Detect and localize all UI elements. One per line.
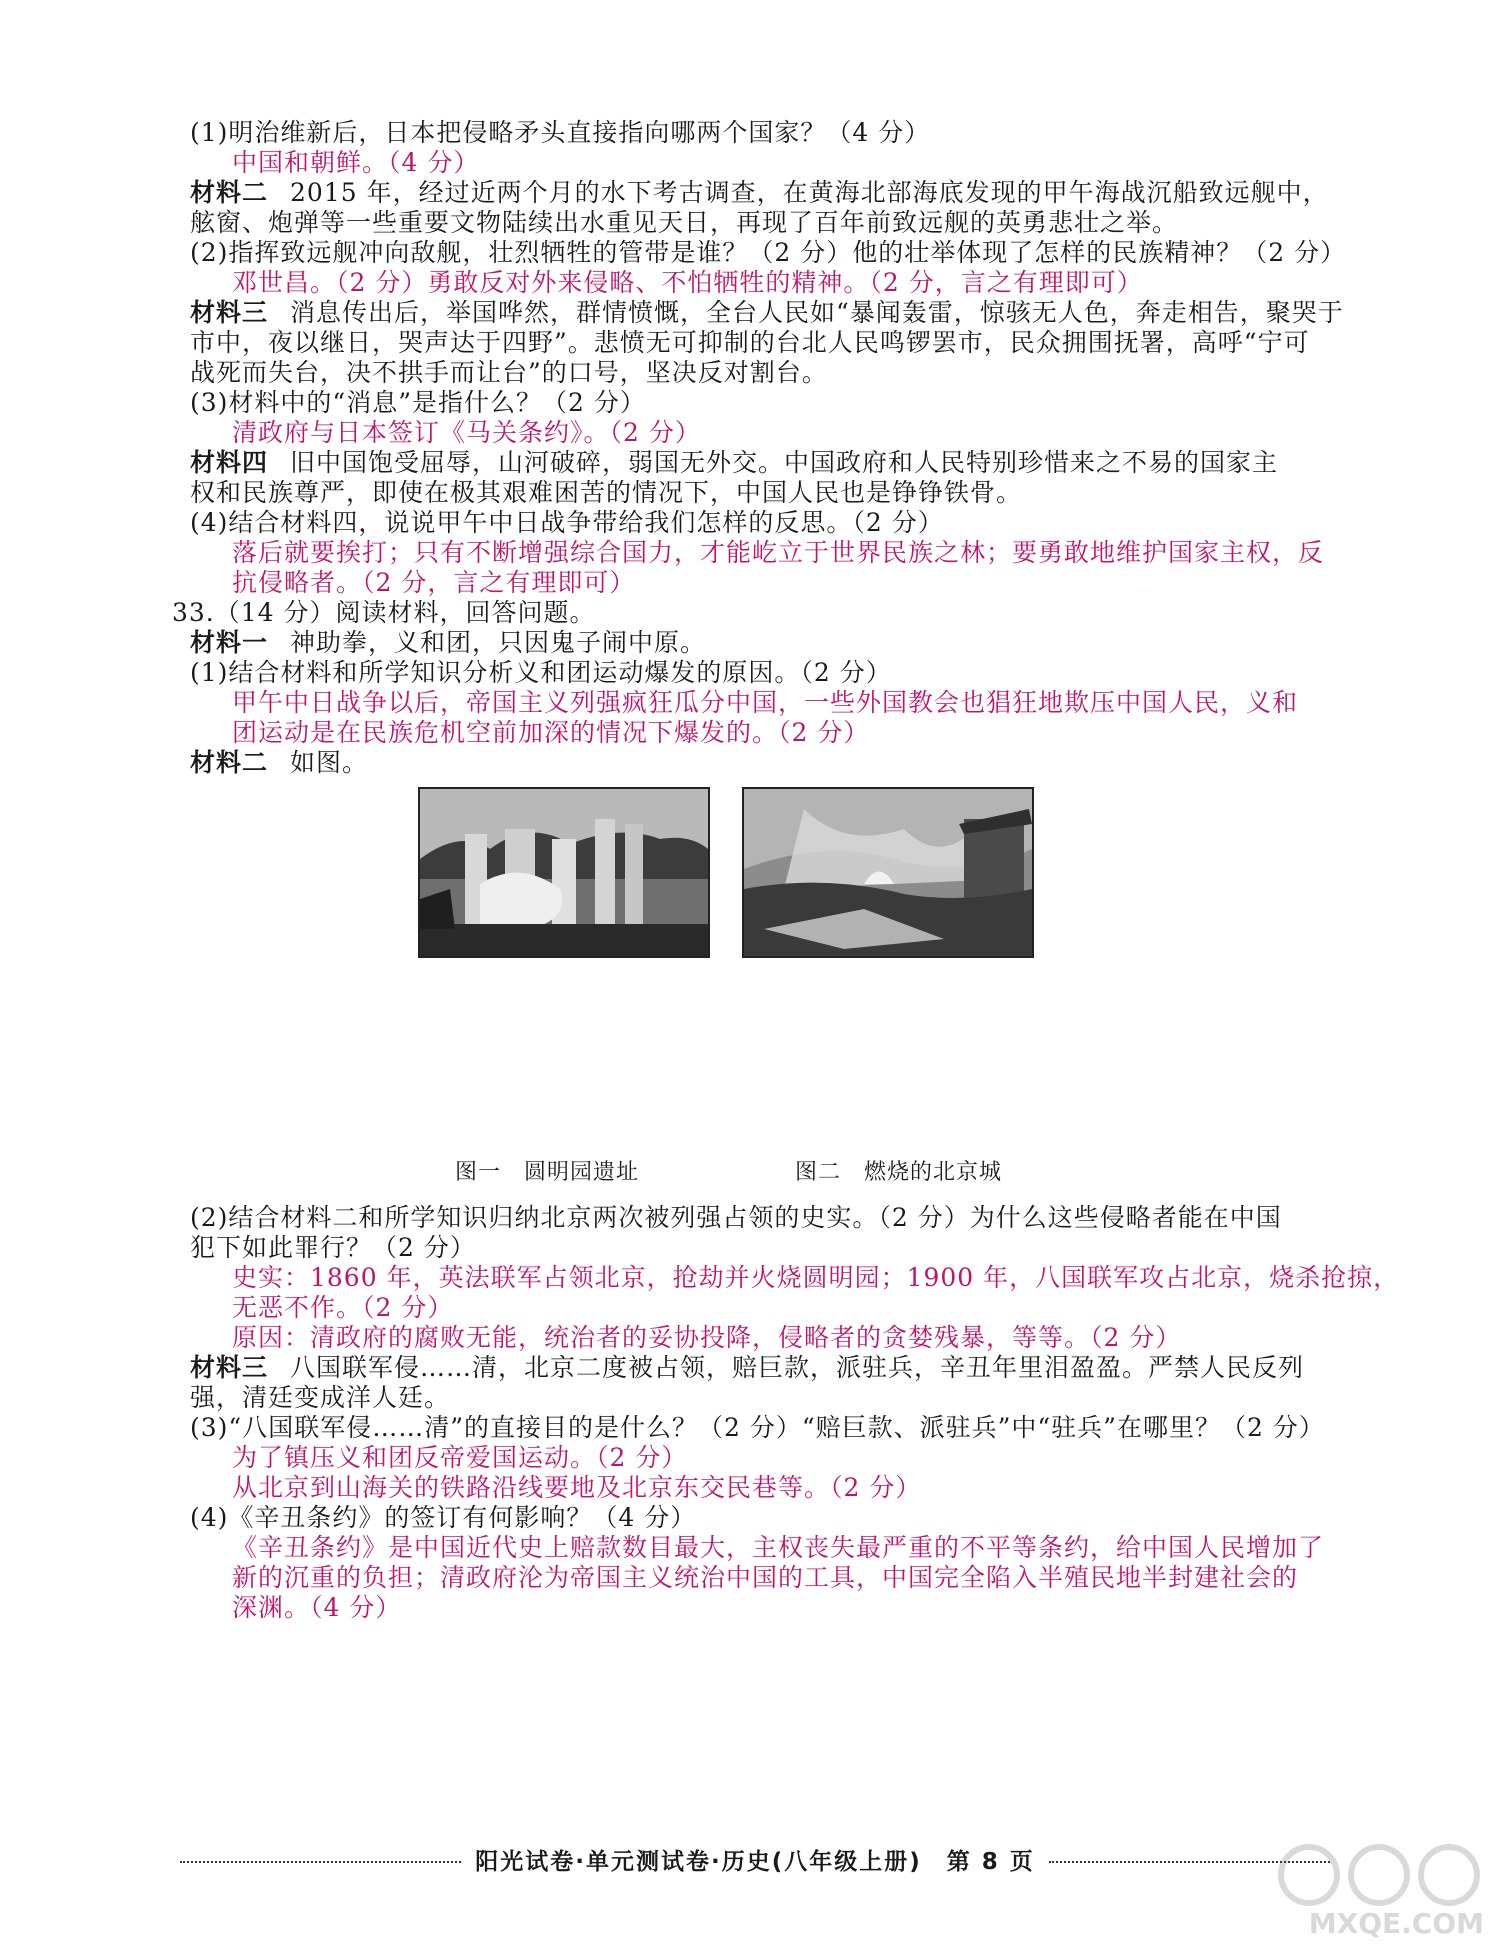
figure-2-caption: 图二 燃烧的北京城 xyxy=(795,1160,1003,1185)
site-watermark xyxy=(1274,1840,1484,1940)
ruins-photo-illustration xyxy=(420,789,708,956)
q32-answer-3: 清政府与日本签订《马关条约》。（2 分） xyxy=(232,418,701,447)
q33-answer-2: 史实：1860 年，英法联军占领北京，抢劫并火烧圆明园；1900 年，八国联军攻占北京，烧杀抢掠， xyxy=(232,1263,1400,1292)
q32-question-4: (4)结合材料四，说说甲午中日战争带给我们怎样的反思。（2 分） xyxy=(190,508,944,537)
q33-answer-3-line-2: 从北京到山海关的铁路沿线要地及北京东交民巷等。（2 分） xyxy=(232,1473,922,1502)
q33-answer-1-line-2: 团运动是在民族危机空前加深的情况下爆发的。（2 分） xyxy=(232,718,870,747)
material-text: 2015 年，经过近两个月的水下考古调查，在黄海北部海底发现的甲午海战沉船致远舰中， xyxy=(290,178,1329,207)
q33-question-2: (2)结合材料二和所学知识归纳北京两次被列强占领的史实。（2 分）为什么这些侵略者能在中国 xyxy=(190,1203,1282,1232)
q32-answer-1: 中国和朝鲜。（4 分） xyxy=(232,148,480,177)
q32-material-2 xyxy=(190,178,1329,208)
material-label: 材料二 xyxy=(190,748,269,777)
q33-question-1: (1)结合材料和所学知识分析义和团运动爆发的原因。（2 分） xyxy=(190,658,892,687)
material-text: 旧中国饱受屈辱，山河破碎，弱国无外交。中国政府和人民特别珍惜来之不易的国家主 xyxy=(290,448,1279,477)
q32-material-3 xyxy=(190,298,1344,328)
material-label: 材料三 xyxy=(190,1353,269,1382)
q33-answer-2-reason: 原因：清政府的腐败无能，统治者的妥协投降，侵略者的贪婪残暴，等等。（2 分） xyxy=(232,1323,1182,1352)
q32-question-3: (3)材料中的“消息”是指什么？（2 分） xyxy=(190,388,646,417)
q33-material-2 xyxy=(190,748,368,778)
watermark-logo-icon xyxy=(1274,1840,1484,1910)
footer-divider-left xyxy=(180,1861,461,1863)
q33-answer-3: 为了镇压义和团反帝爱国运动。（2 分） xyxy=(232,1443,688,1472)
q32-material-4 xyxy=(190,448,1278,478)
material-text: 八国联军侵……清，北京二度被占领，赔巨款，派驻兵，辛丑年里泪盈盈。严禁人民反列 xyxy=(290,1353,1305,1382)
material-text: 如图。 xyxy=(290,748,369,777)
q32-answer-4: 落后就要挨打；只有不断增强综合国力，才能屹立于世界民族之林；要勇敢地维护国家主权，反 xyxy=(232,538,1325,567)
q32-material-3-line-2: 市中，夜以继日，哭声达于四野”。悲愤无可抑制的台北人民鸣锣罢市，民众拥围抚署，高呼“宁可 xyxy=(190,328,1310,357)
q32-answer-2: 邓世昌。（2 分）勇敢反对外来侵略、不怕牺牲的精神。（2 分，言之有理即可） xyxy=(232,268,1143,297)
q32-material-4-line-2: 权和民族尊严，即使在极其艰难困苦的情况下，中国人民也是铮铮铁骨。 xyxy=(190,478,1023,507)
q32-material-3-line-3: 战死而失台，决不拱手而让台”的口号，坚决反对割台。 xyxy=(190,358,828,387)
q33-material-3-line-2: 强，清廷变成洋人廷。 xyxy=(190,1383,451,1412)
q32-material-2-line-2: 舷窗、炮弹等一些重要文物陆续出水重见天日，再现了百年前致远舰的英勇悲壮之举。 xyxy=(190,208,1179,237)
figure-yuanmingyuan-ruins xyxy=(418,787,710,958)
material-text: 神助拳，义和团，只因鬼子闹中原。 xyxy=(290,628,707,657)
figure-1-caption: 图一 圆明园遗址 xyxy=(455,1160,640,1185)
q33-answer-1: 甲午中日战争以后，帝国主义列强疯狂瓜分中国，一些外国教会也猖狂地欺压中国人民，义和 xyxy=(232,688,1299,717)
q33-answer-4: 《辛丑条约》是中国近代史上赔款数目最大，主权丧失最严重的不平等条约，给中国人民增加了 xyxy=(232,1533,1325,1562)
material-text: 消息传出后，举国哗然，群情愤慨，全台人民如“暴闻轰雷，惊骇无人色，奔走相告，聚哭于 xyxy=(290,298,1344,327)
figure-burning-beijing xyxy=(742,787,1034,958)
footer-title: 阳光试卷·单元测试卷·历史(八年级上册) 第 8 页 xyxy=(475,1848,1035,1875)
watermark-text: MXQE.COM xyxy=(1308,1907,1484,1940)
burning-city-photo-illustration xyxy=(744,789,1032,956)
q33-material-3 xyxy=(190,1353,1304,1383)
q33-material-1 xyxy=(190,628,706,658)
material-label: 材料四 xyxy=(190,448,269,477)
q33-answer-4-line-2: 新的沉重的负担；清政府沦为帝国主义统治中国的工具，中国完全陷入半殖民地半封建社会的 xyxy=(232,1563,1299,1592)
material-label: 材料二 xyxy=(190,178,269,207)
q33-question-3: (3)“八国联军侵……清”的直接目的是什么？（2 分）“赔巨款、派驻兵”中“驻兵”在哪里？（2 分） xyxy=(190,1413,1325,1442)
q32-answer-4-line-2: 抗侵略者。（2 分，言之有理即可） xyxy=(232,568,636,597)
q33-answer-4-line-3: 深渊。（4 分） xyxy=(232,1593,402,1622)
q32-question-2: (2)指挥致远舰冲向敌舰，壮烈牺牲的管带是谁？（2 分）他的壮举体现了怎样的民族精神？（2 分） xyxy=(190,238,1347,267)
material-label: 材料三 xyxy=(190,298,269,327)
q32-question-1: (1)明治维新后，日本把侵略矛头直接指向哪两个国家？（4 分） xyxy=(190,118,931,147)
q33-answer-2-line-2: 无恶不作。（2 分） xyxy=(232,1293,454,1322)
q33-heading: 33.（14 分）阅读材料，回答问题。 xyxy=(172,598,596,627)
page-footer xyxy=(180,1842,1330,1876)
material-label: 材料一 xyxy=(190,628,269,657)
q33-question-2-line-2: 犯下如此罪行？（2 分） xyxy=(190,1233,476,1262)
q33-question-4: (4)《辛丑条约》的签订有何影响？（4 分） xyxy=(190,1503,697,1532)
